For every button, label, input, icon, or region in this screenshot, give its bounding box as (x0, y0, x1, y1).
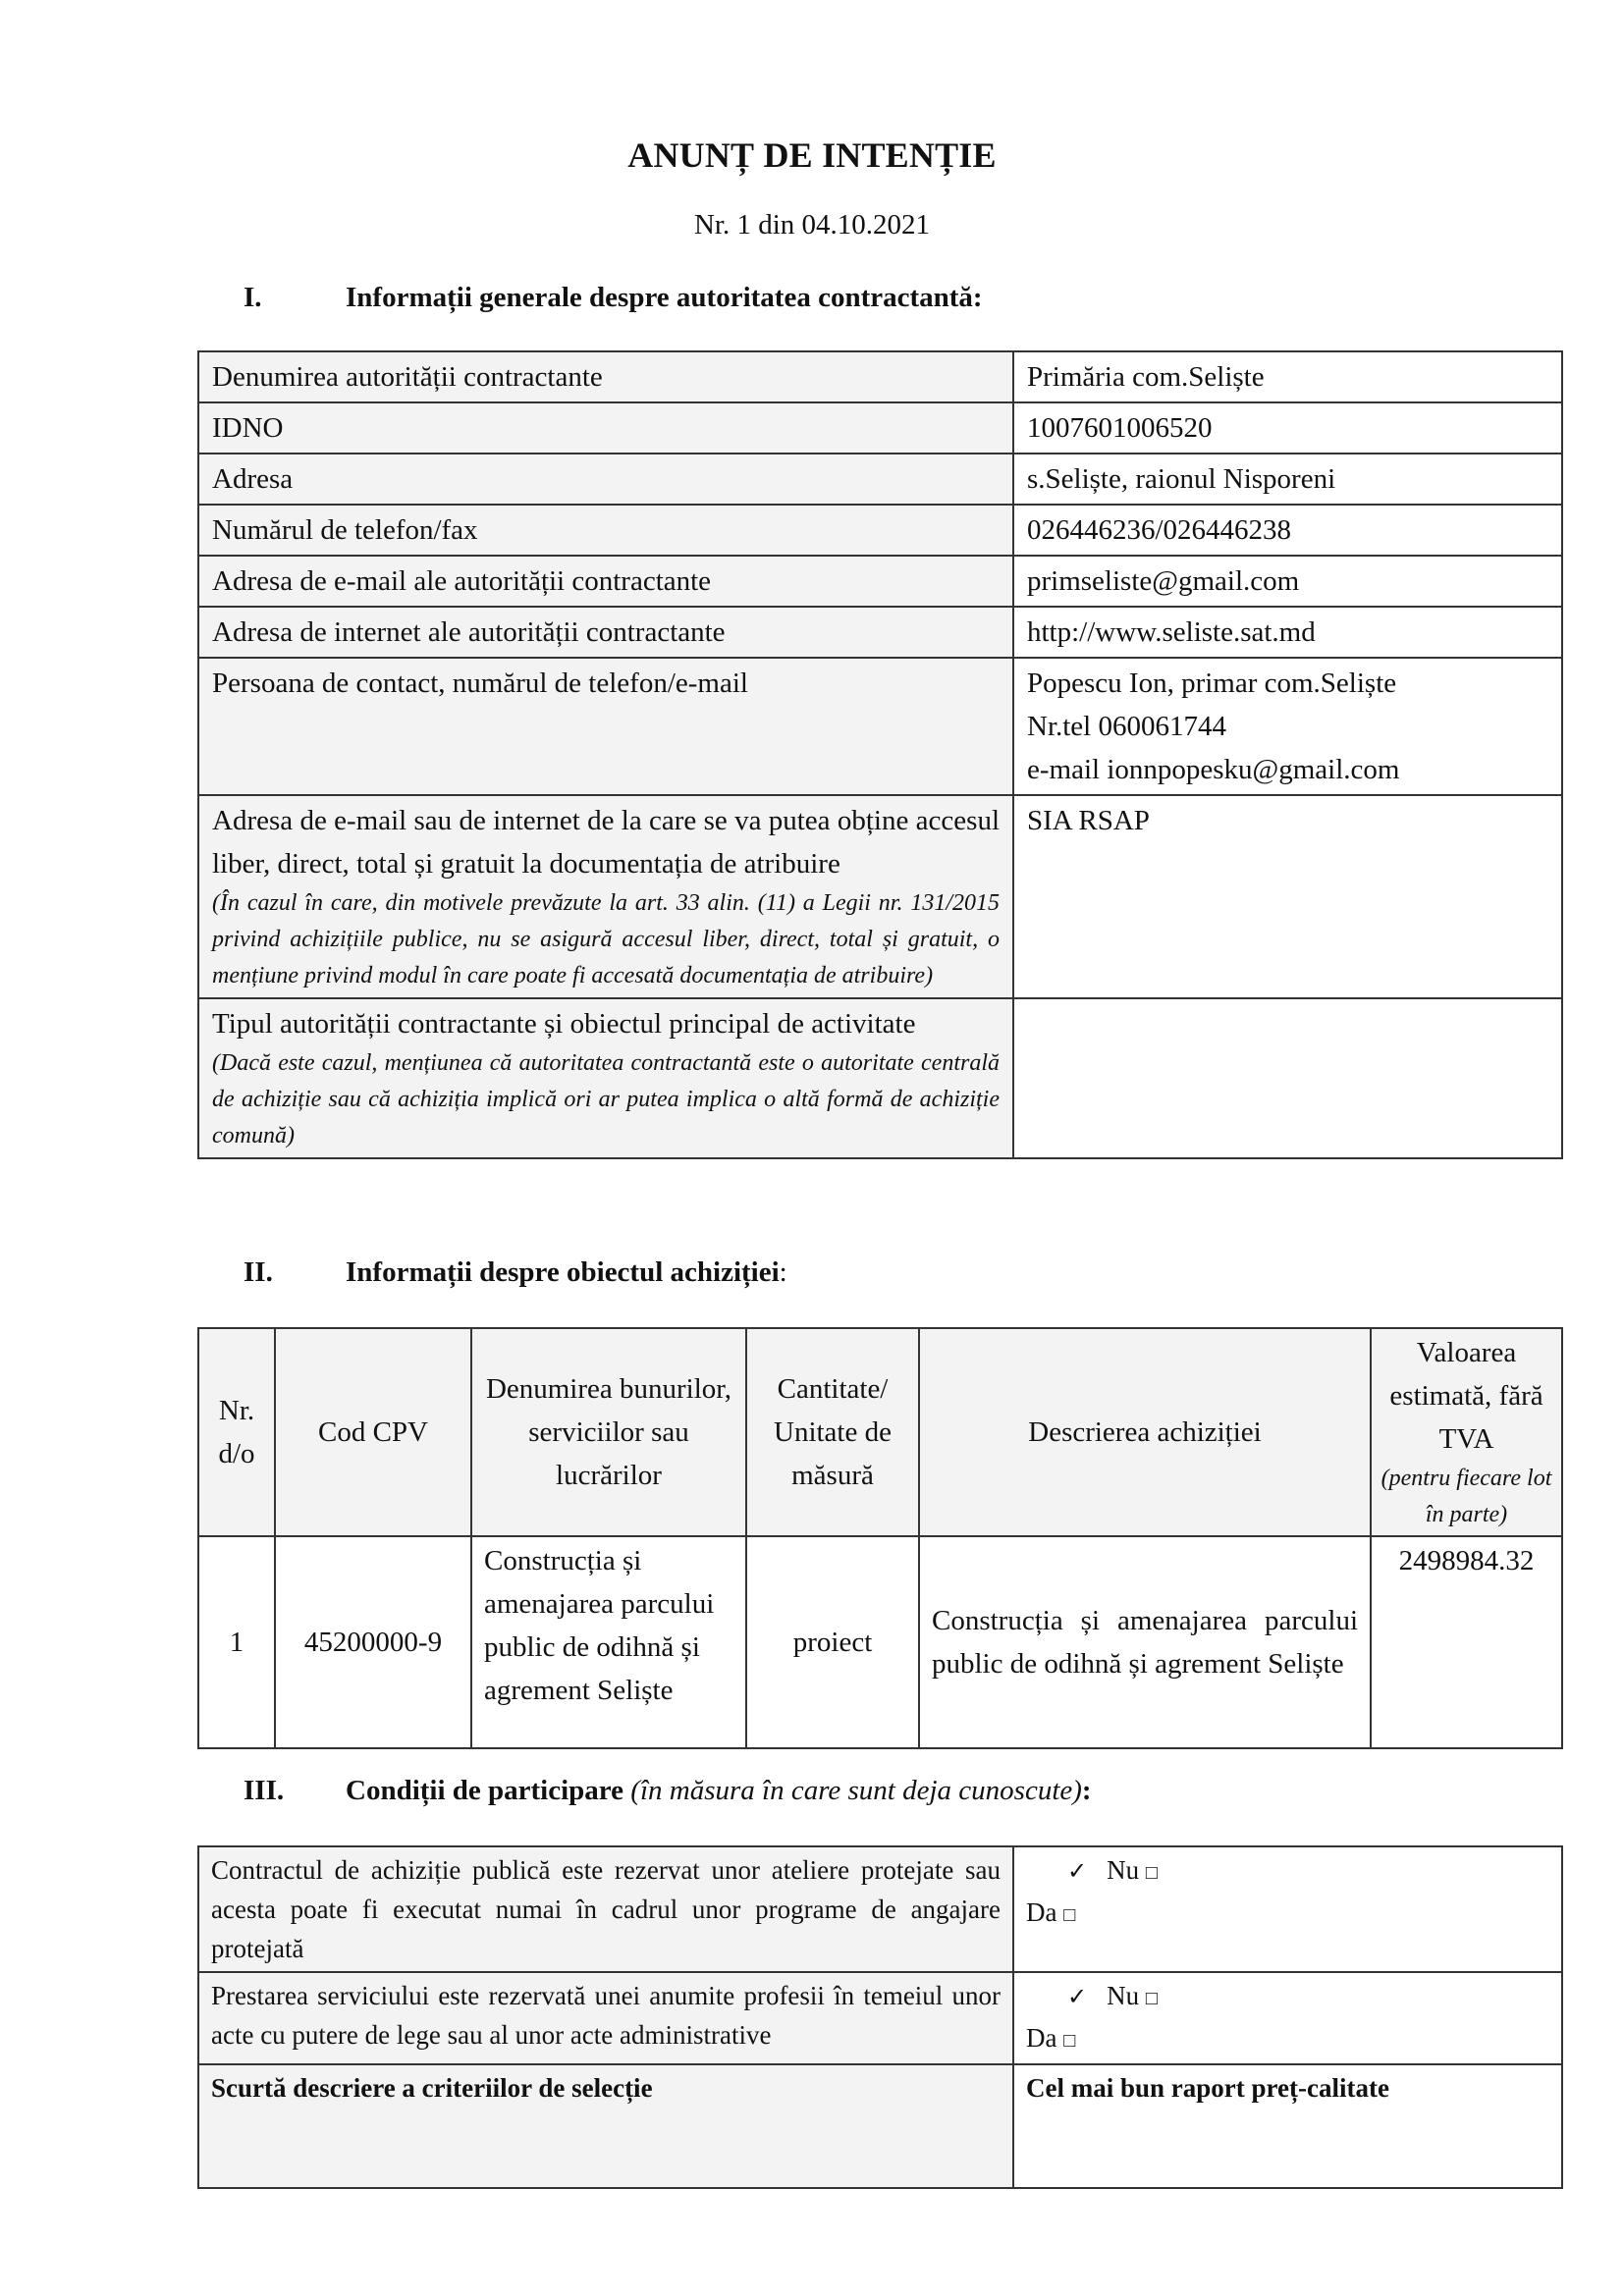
row-label: Adresa (198, 454, 1013, 505)
option-yes-label: Da (1026, 2023, 1057, 2053)
table-header-row (198, 1328, 1562, 1536)
col-header-value-label: Valoarea estimată, fără TVA (1389, 1337, 1543, 1455)
row-value: 2498984.32 (1371, 1536, 1562, 1748)
section-3-number: III. (244, 1775, 285, 1806)
participation-conditions-table (197, 1845, 1563, 2189)
checkmark-icon[interactable]: ✓ (1067, 1859, 1088, 1885)
row-cpv: 45200000-9 (275, 1536, 471, 1748)
section-2-colon: : (779, 1256, 787, 1288)
table-row (198, 1536, 1562, 1748)
phone-fax-value: 026446236/026446238 (1013, 505, 1562, 556)
contact-name: Popescu Ion, primar com.Seliște (1027, 667, 1397, 699)
row-note: (În cazul în care, din motivele prevăzute la art. 33 alin. (11) a Legii nr. 131/2015 privind achizițiile publice, nu se asigură accesul liber, direct, total și gratuit, o mențiune privind modul în care poate fi accesată documentația de atribuire) (212, 890, 1000, 988)
option-no-label: Nu (1107, 1981, 1140, 2010)
address-value: s.Seliște, raionul Nisporeni (1013, 454, 1562, 505)
row-label: Adresa de e-mail ale autorității contractante (198, 556, 1013, 607)
row-label: Scurtă descriere a criteriilor de selecție (198, 2064, 1013, 2188)
authority-type-label-cell (198, 998, 1013, 1158)
selection-criteria-value: Cel mai bun raport preț-calitate (1013, 2064, 1562, 2188)
section-3-heading (244, 1775, 1092, 1807)
table-row (198, 1972, 1562, 2064)
table-row (198, 998, 1562, 1158)
table-row (198, 351, 1562, 402)
checkbox-no[interactable]: □ (1145, 1988, 1158, 2009)
row-label: Numărul de telefon/fax (198, 505, 1013, 556)
col-header-cpv: Cod CPV (275, 1328, 471, 1536)
section-1-number: I. (244, 282, 262, 313)
checkmark-icon[interactable]: ✓ (1067, 1985, 1088, 2010)
authority-name-value: Primăria com.Seliște (1013, 351, 1562, 402)
row-label: Adresa de e-mail sau de internet de la care se va putea obține accesul liber, direct, total și gratuit la documentația de atribuire (212, 805, 1000, 880)
section-3-colon: : (1081, 1775, 1092, 1806)
table-row (198, 2064, 1562, 2188)
website-value[interactable]: http://www.seliste.sat.md (1013, 607, 1562, 658)
checkbox-yes[interactable]: □ (1063, 1904, 1076, 1926)
procurement-object-table (197, 1327, 1563, 1749)
row-description: Construcția și amenajarea parcului public de odihnă și agrement Seliște (919, 1536, 1371, 1748)
reserved-profession-options (1013, 1972, 1562, 2064)
checkbox-yes[interactable]: □ (1063, 2030, 1076, 2052)
table-row (198, 658, 1562, 795)
document-number-date: Nr. 1 din 04.10.2021 (693, 209, 931, 240)
row-label: Tipul autorității contractante și obiectul principal de activitate (212, 1008, 916, 1040)
row-label: Adresa de internet ale autorității contractante (198, 607, 1013, 658)
section-2-heading (244, 1256, 787, 1289)
authority-info-table (197, 350, 1563, 1159)
contact-email[interactable]: e-mail ionnpopesku@gmail.com (1027, 754, 1400, 785)
section-1-title: Informații generale despre autoritatea contractantă: (346, 282, 983, 313)
col-header-name: Denumirea bunurilor, serviciilor sau lucrărilor (471, 1328, 746, 1536)
documentation-access-label-cell (198, 795, 1013, 998)
reserved-workshops-options (1013, 1846, 1562, 1972)
table-row (198, 556, 1562, 607)
row-label: IDNO (198, 402, 1013, 454)
document-title: ANUNȚ DE INTENȚIE (627, 135, 997, 175)
option-no-label: Nu (1107, 1855, 1140, 1885)
email-value[interactable]: primseliste@gmail.com (1013, 556, 1562, 607)
col-header-nr: Nr. d/o (198, 1328, 275, 1536)
row-label: Contractul de achiziție publică este rezervat unor ateliere protejate sau acesta poate fi executat numai în cadrul unor programe de angajare protejată (198, 1846, 1013, 1972)
table-row (198, 505, 1562, 556)
contact-phone: Nr.tel 060061744 (1027, 711, 1226, 742)
contact-person-value (1013, 658, 1562, 795)
idno-value: 1007601006520 (1013, 402, 1562, 454)
section-2-title: Informații despre obiectul achiziției (346, 1256, 780, 1288)
option-yes-label: Da (1026, 1897, 1057, 1927)
authority-type-value (1013, 998, 1562, 1158)
table-row (198, 1846, 1562, 1972)
table-row (198, 454, 1562, 505)
col-header-value-note: (pentru fiecare lot în parte) (1380, 1466, 1552, 1527)
table-row (198, 402, 1562, 454)
table-row (198, 795, 1562, 998)
row-label: Denumirea autorității contractante (198, 351, 1013, 402)
table-row (198, 607, 1562, 658)
col-header-unit: Cantitate/ Unitate de măsură (746, 1328, 919, 1536)
section-2-number: II. (244, 1256, 273, 1288)
checkbox-no[interactable]: □ (1145, 1862, 1158, 1884)
row-name: Construcția și amenajarea parcului public de odihnă și agrement Seliște (471, 1536, 746, 1748)
row-nr: 1 (198, 1536, 275, 1748)
section-1-heading (244, 282, 983, 314)
col-header-value (1371, 1328, 1562, 1536)
row-label: Persoana de contact, numărul de telefon/e-mail (198, 658, 1013, 795)
col-header-description: Descrierea achiziției (919, 1328, 1371, 1536)
section-3-title: Condiții de participare (346, 1775, 624, 1806)
row-unit: proiect (746, 1536, 919, 1748)
row-label: Prestarea serviciului este rezervată unei anumite profesii în temeiul unor acte cu putere de lege sau al unor acte administrative (198, 1972, 1013, 2064)
row-note: (Dacă este cazul, mențiunea că autoritatea contractantă este o autoritate centrală de achiziție sau că achiziția implică ori ar putea implica o altă formă de achiziție comună) (212, 1050, 1000, 1148)
section-3-title-italic: (în măsura în care sunt deja cunoscute) (630, 1775, 1082, 1806)
documentation-access-value: SIA RSAP (1013, 795, 1562, 998)
